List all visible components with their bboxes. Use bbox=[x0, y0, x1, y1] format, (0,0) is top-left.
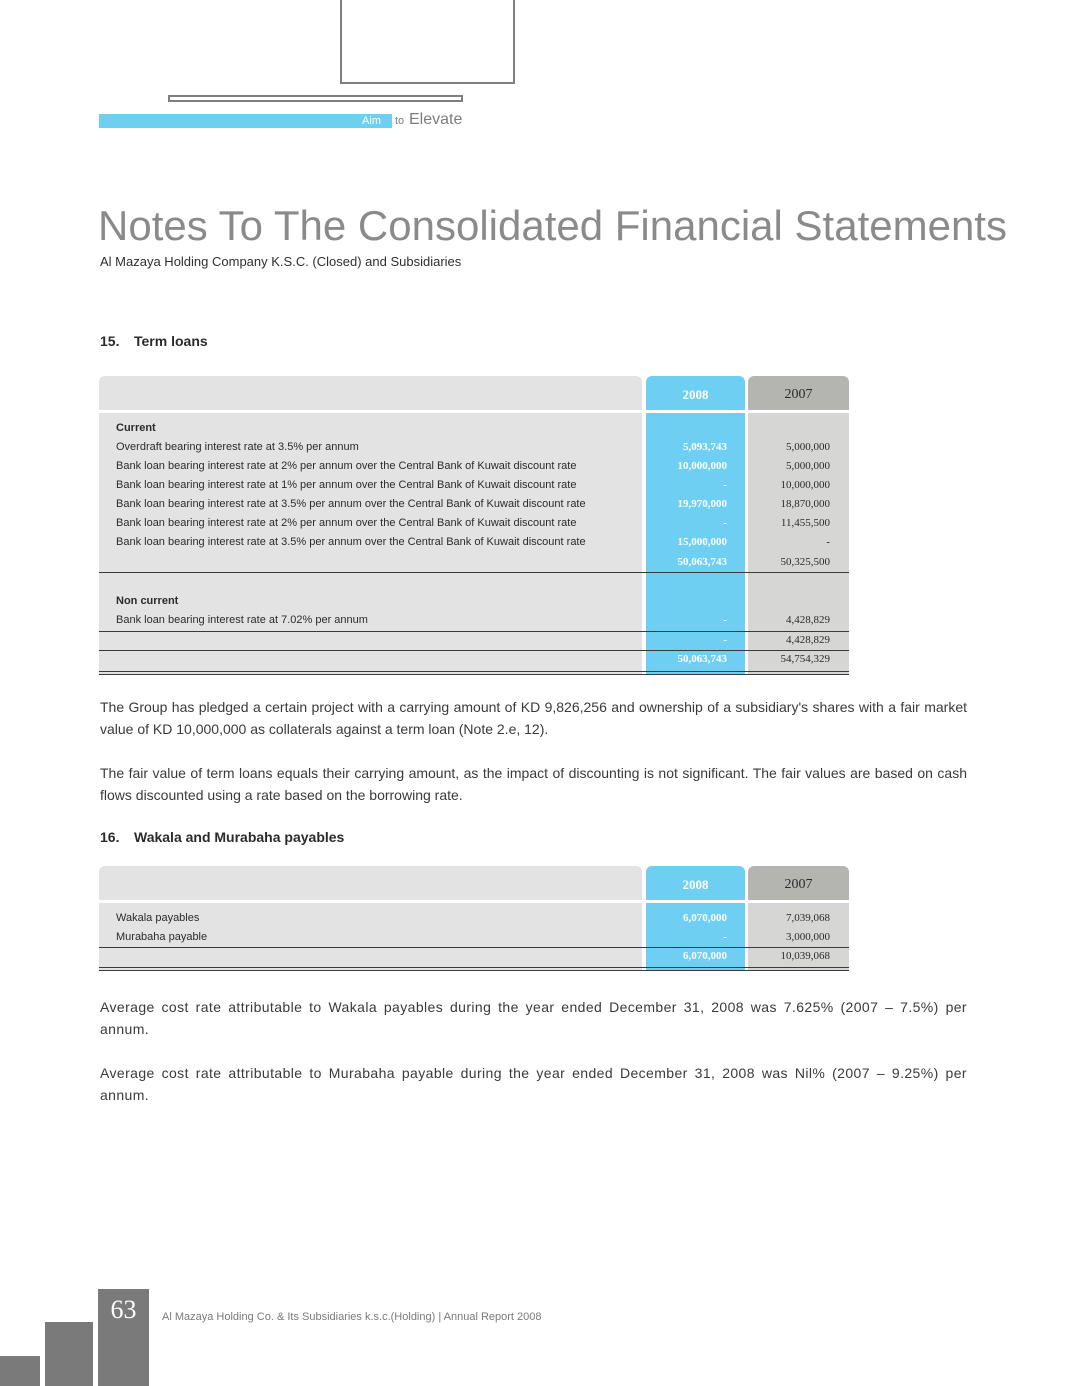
brand-to: to bbox=[395, 115, 405, 127]
section-number: 15. bbox=[100, 333, 120, 349]
value-2007: 11,455,500 bbox=[780, 517, 830, 529]
row-label: Bank loan bearing interest rate at 3.5% per annum over the Central Bank of Kuwait discount rate bbox=[116, 498, 586, 510]
header-label-cell bbox=[99, 376, 642, 410]
value-2008: 10,000,000 bbox=[677, 460, 727, 472]
brand-elevate: Elevate bbox=[409, 111, 463, 128]
paragraph-wakala-rate: Average cost rate attributable to Wakala payables during the year ended December 31, 2008 was 7.625% (2007 – 7.5%) per annum. bbox=[100, 999, 967, 1037]
value-2007: 5,000,000 bbox=[786, 441, 830, 453]
header-decoration-bar bbox=[168, 95, 463, 102]
section-15-heading bbox=[100, 333, 208, 349]
subtotal-2007: 4,428,829 bbox=[786, 634, 830, 646]
table-rule bbox=[99, 572, 849, 573]
section-title: Wakala and Murabaha payables bbox=[134, 829, 345, 845]
value-2008: - bbox=[723, 479, 727, 491]
subtotal-row-current bbox=[99, 553, 849, 572]
brand-bar bbox=[99, 114, 392, 128]
group-label-row bbox=[99, 419, 849, 438]
table-rule bbox=[99, 671, 849, 672]
paragraph-fair-value: The fair value of term loans equals their carrying amount, as the impact of discounting is not significant. The fair values are based on cash flows discounted using a rate based on the borrowing rate. bbox=[100, 765, 967, 803]
value-2008: - bbox=[723, 931, 727, 943]
total-2008: 6,070,000 bbox=[683, 950, 727, 962]
table-row bbox=[99, 514, 849, 533]
total-2007: 54,754,329 bbox=[780, 653, 830, 665]
header-decoration-box bbox=[340, 0, 515, 84]
header-label-cell bbox=[99, 866, 642, 900]
row-label: Bank loan bearing interest rate at 3.5% per annum over the Central Bank of Kuwait discount rate bbox=[116, 536, 586, 548]
term-loans-table bbox=[99, 376, 849, 676]
paragraph-murabaha-rate: Average cost rate attributable to Murabaha payable during the year ended December 31, 2008 was Nil% (2007 – 9.25%) per annum. bbox=[100, 1065, 967, 1103]
row-label: Overdraft bearing interest rate at 3.5% per annum bbox=[116, 441, 359, 453]
paragraph-collateral: The Group has pledged a certain project with a carrying amount of KD 9,826,256 and ownership of a subsidiary's shares with a fair market value of KD 10,000,000 as collaterals against a term loan (Note 2.e, 12). bbox=[100, 699, 967, 737]
subtotal-2007: 50,325,500 bbox=[780, 556, 830, 568]
row-label: Wakala payables bbox=[116, 912, 200, 924]
header-year-2007: 2007 bbox=[748, 866, 849, 900]
footer-text: Al Mazaya Holding Co. & Its Subsidiaries k.s.c.(Holding) | Annual Report 2008 bbox=[162, 1311, 542, 1323]
group-label-row bbox=[99, 592, 849, 611]
value-2008: 19,970,000 bbox=[677, 498, 727, 510]
table-row bbox=[99, 909, 849, 928]
group-label-current: Current bbox=[116, 422, 156, 434]
brand-aim: Aim bbox=[362, 115, 381, 127]
subtotal-2008: - bbox=[723, 634, 727, 646]
row-label: Bank loan bearing interest rate at 1% per annum over the Central Bank of Kuwait discount rate bbox=[116, 479, 577, 491]
header-year-2008: 2008 bbox=[646, 376, 745, 410]
value-2008: - bbox=[723, 614, 727, 626]
table-header bbox=[99, 376, 849, 410]
value-2007: 10,000,000 bbox=[780, 479, 830, 491]
table-row bbox=[99, 928, 849, 947]
section-number: 16. bbox=[100, 829, 120, 845]
wakala-murabaha-table bbox=[99, 866, 849, 972]
table-header bbox=[99, 866, 849, 900]
row-label: Murabaha payable bbox=[116, 931, 208, 943]
value-2007: 18,870,000 bbox=[780, 498, 830, 510]
value-2007: 3,000,000 bbox=[786, 931, 830, 943]
table-rule bbox=[99, 967, 849, 968]
row-label: Bank loan bearing interest rate at 2% per annum over the Central Bank of Kuwait discount rate bbox=[116, 460, 577, 472]
table-row bbox=[99, 476, 849, 495]
page-title: Notes To The Consolidated Financial Statements bbox=[98, 202, 1007, 249]
subtotal-2008: 50,063,743 bbox=[677, 556, 727, 568]
total-row bbox=[99, 947, 849, 966]
value-2007: 7,039,068 bbox=[786, 912, 830, 924]
table-row bbox=[99, 611, 849, 630]
header-year-2007: 2007 bbox=[748, 376, 849, 410]
value-2008: - bbox=[723, 517, 727, 529]
page-number: 63 bbox=[110, 1295, 137, 1324]
table-row bbox=[99, 533, 849, 552]
footer-decoration-block bbox=[0, 1356, 40, 1386]
header-year-2008: 2008 bbox=[646, 866, 745, 900]
section-title: Term loans bbox=[134, 333, 208, 349]
table-rule bbox=[99, 674, 849, 675]
table-row bbox=[99, 457, 849, 476]
value-2008: 5,093,743 bbox=[683, 441, 727, 453]
section-16-heading bbox=[100, 829, 344, 845]
table-rule bbox=[99, 970, 849, 971]
value-2008: 6,070,000 bbox=[683, 912, 727, 924]
grand-total-row bbox=[99, 650, 849, 669]
group-label-noncurrent: Non current bbox=[116, 595, 179, 607]
total-2007: 10,039,068 bbox=[780, 950, 830, 962]
value-2007: 5,000,000 bbox=[786, 460, 830, 472]
value-2007: - bbox=[826, 536, 830, 548]
table-row bbox=[99, 495, 849, 514]
row-label: Bank loan bearing interest rate at 7.02% per annum bbox=[116, 614, 368, 626]
table-row bbox=[99, 438, 849, 457]
row-label: Bank loan bearing interest rate at 2% per annum over the Central Bank of Kuwait discount rate bbox=[116, 517, 577, 529]
value-2008: 15,000,000 bbox=[677, 536, 727, 548]
page-subtitle: Al Mazaya Holding Company K.S.C. (Closed) and Subsidiaries bbox=[100, 254, 462, 269]
total-2008: 50,063,743 bbox=[677, 653, 727, 665]
footer-decoration-block bbox=[45, 1322, 93, 1386]
subtotal-row-noncurrent bbox=[99, 631, 849, 650]
value-2007: 4,428,829 bbox=[786, 614, 830, 626]
